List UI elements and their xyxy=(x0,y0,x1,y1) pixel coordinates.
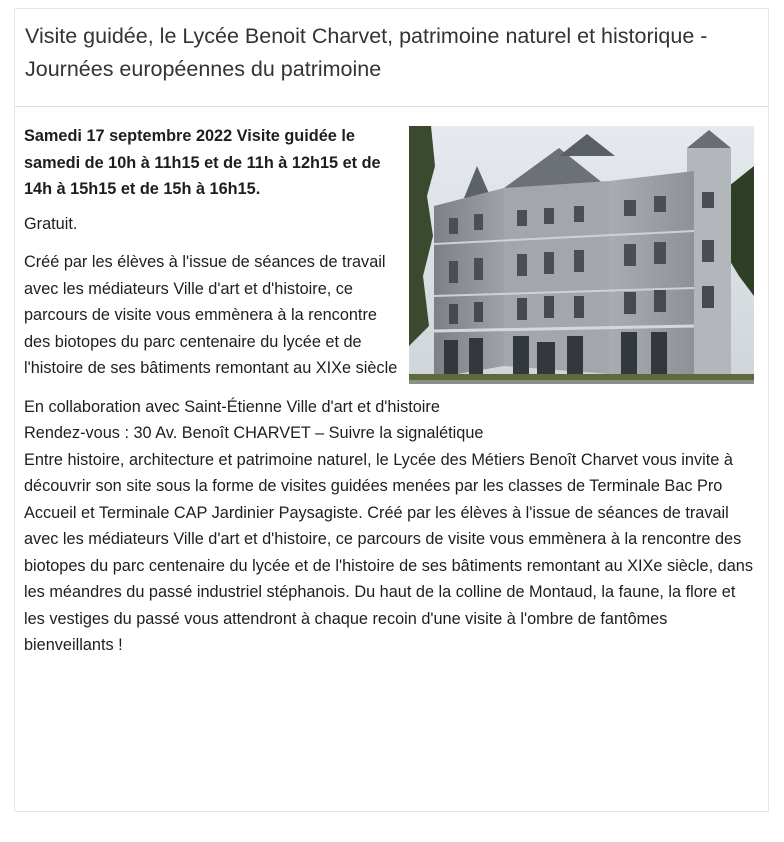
event-long-description: Entre histoire, architecture et patrimoine naturel, le Lycée des Métiers Benoît Charvet vous invite à découvrir son site sous la forme de visites guidées menées par les classes de Terminale Bac Pro Accueil et Terminale CAP Jardinier Paysagiste. Créé par les élèves à l'issue de séances de travail avec les médiateurs Ville d'art et d'histoire, ce parcours de visite vous emmènera à la rencontre des biotopes du parc centenaire du lycée et de l'histoire de ses bâtiments remontant au XIXe siècle, dans les méandres du passé industriel stéphanois. Du haut de la colline de Montaud, la faune, la flore et les vestiges du passé vous attendront à chaque recoin d'une visite à l'ombre de fantômes bienveillants ! xyxy=(24,450,753,654)
event-collaboration: En collaboration avec Saint-Étienne Ville d'art et d'histoire xyxy=(24,397,440,416)
event-meeting-point: Rendez-vous : 30 Av. Benoît CHARVET – Suivre la signalétique xyxy=(24,424,484,442)
event-schedule: Samedi 17 septembre 2022 Visite guidée le samedi de 10h à 11h15 et de 11h à 12h15 et de 14h à 15h15 et de 15h à 16h15. xyxy=(24,127,381,198)
event-title: Visite guidée, le Lycée Benoit Charvet, patrimoine naturel et historique - Journées européennes du patrimoine xyxy=(25,24,708,81)
building-photo xyxy=(409,126,754,384)
event-price: Gratuit. xyxy=(24,214,78,233)
event-summary: Créé par les élèves à l'issue de séances de travail avec les médiateurs Ville d'art et d'histoire, ce parcours de visite vous emmènera à la rencontre des biotopes du parc centenaire du lycée et de l'histoire de ses bâtiments remontant au XIXe siècle xyxy=(24,253,398,377)
event-description xyxy=(24,117,754,659)
event-header xyxy=(15,9,768,107)
